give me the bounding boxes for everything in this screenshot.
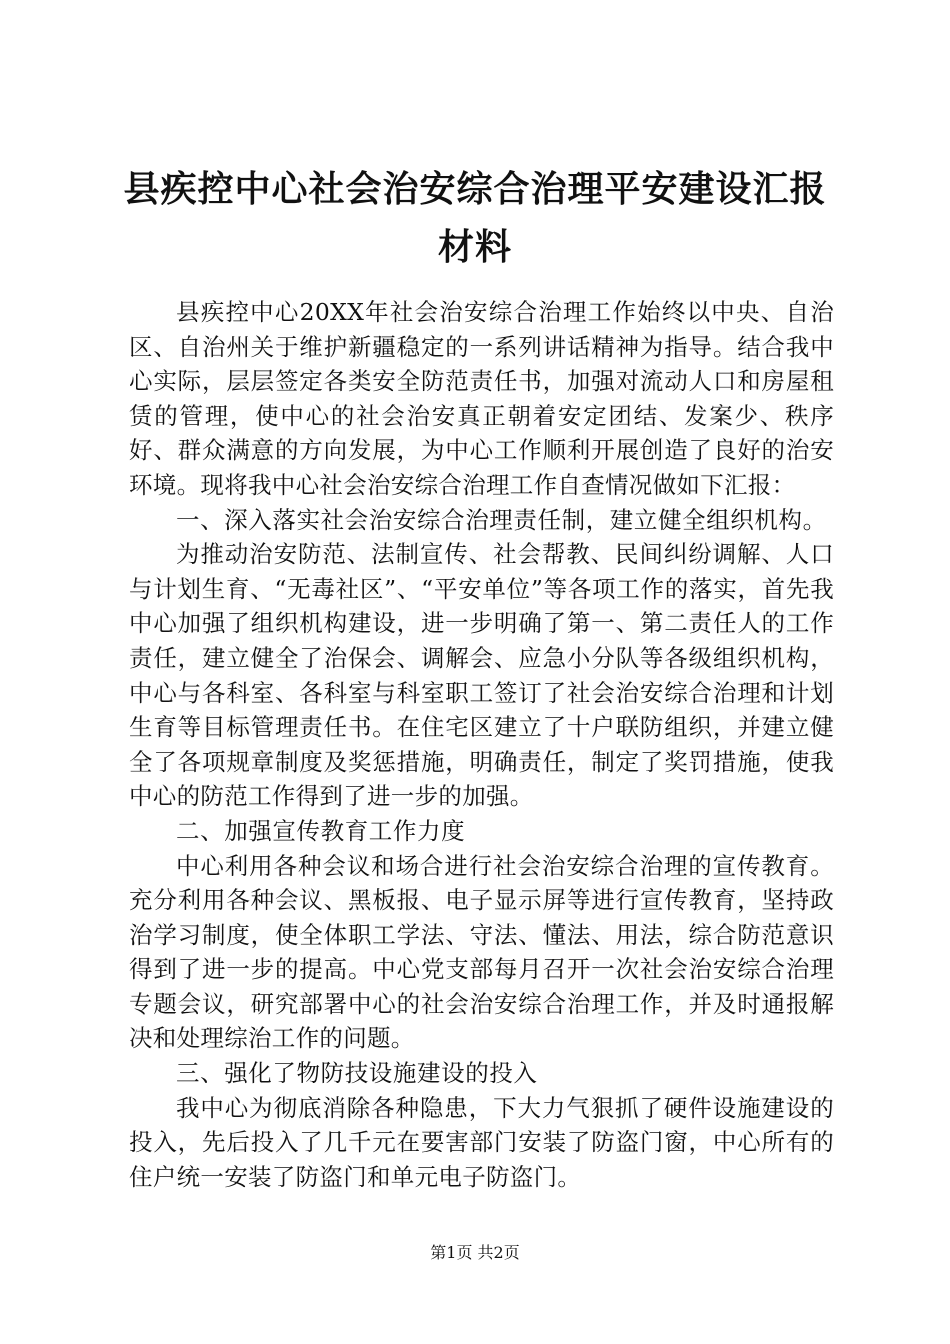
document-body <box>129 295 834 1194</box>
page-number-footer: 第1页 共2页 <box>430 1243 520 1262</box>
intro-paragraph: 县疾控中心20XX年社会治安综合治理工作始终以中央、自治区、自治州关于维护新疆稳定的一系列讲话精神为指导。结合我中心实际，层层签定各类安全防范责任书，加强对流动人口和房屋租赁的管理，使中心的社会治安真正朝着安定团结、发案少、秩序好、群众满意的方向发展，为中心工作顺利开展创造了良好的治安环境。现将我中心社会治安综合治理工作自查情况做如下汇报： <box>129 298 834 499</box>
section-heading-2: 二、加强宣传教育工作力度 <box>176 816 466 845</box>
section-heading-1: 一、深入落实社会治安综合治理责任制，建立健全组织机构。 <box>176 505 827 534</box>
document-title: 县疾控中心社会治安综合治理平安建设汇报材料 <box>123 168 827 268</box>
section-heading-3: 三、强化了物防技设施建设的投入 <box>176 1059 538 1088</box>
section-paragraph-1: 为推动治安防范、法制宣传、社会帮教、民间纠纷调解、人口与计划生育、“无毒社区”、“平安单位”等各项工作的落实，首先我中心加强了组织机构建设，进一步明确了第一、第二责任人的工作责任，建立健全了治保会、调解会、应急小分队等各级组织机构，中心与各科室、各科室与科室职工签订了社会治安综合治理和计划生育等目标管理责任书。在住宅区建立了十户联防组织，并建立健全了各项规章制度及奖惩措施，明确责任，制定了奖罚措施，使我中心的防范工作得到了进一步的加强。 <box>129 540 834 811</box>
section-paragraph-2: 中心利用各种会议和场合进行社会治安综合治理的宣传教育。充分利用各种会议、黑板报、电子显示屏等进行宣传教育，坚持政治学习制度，使全体职工学法、守法、懂法、用法，综合防范意识得到了进一步的提高。中心党支部每月召开一次社会治安综合治理专题会议，研究部署中心的社会治安综合治理工作，并及时通报解决和处理综治工作的问题。 <box>129 851 834 1053</box>
section-paragraph-3: 我中心为彻底消除各种隐患，下大力气狠抓了硬件设施建设的投入，先后投入了几千元在要害部门安装了防盗门窗，中心所有的住户统一安装了防盗门和单元电子防盗门。 <box>129 1093 834 1191</box>
